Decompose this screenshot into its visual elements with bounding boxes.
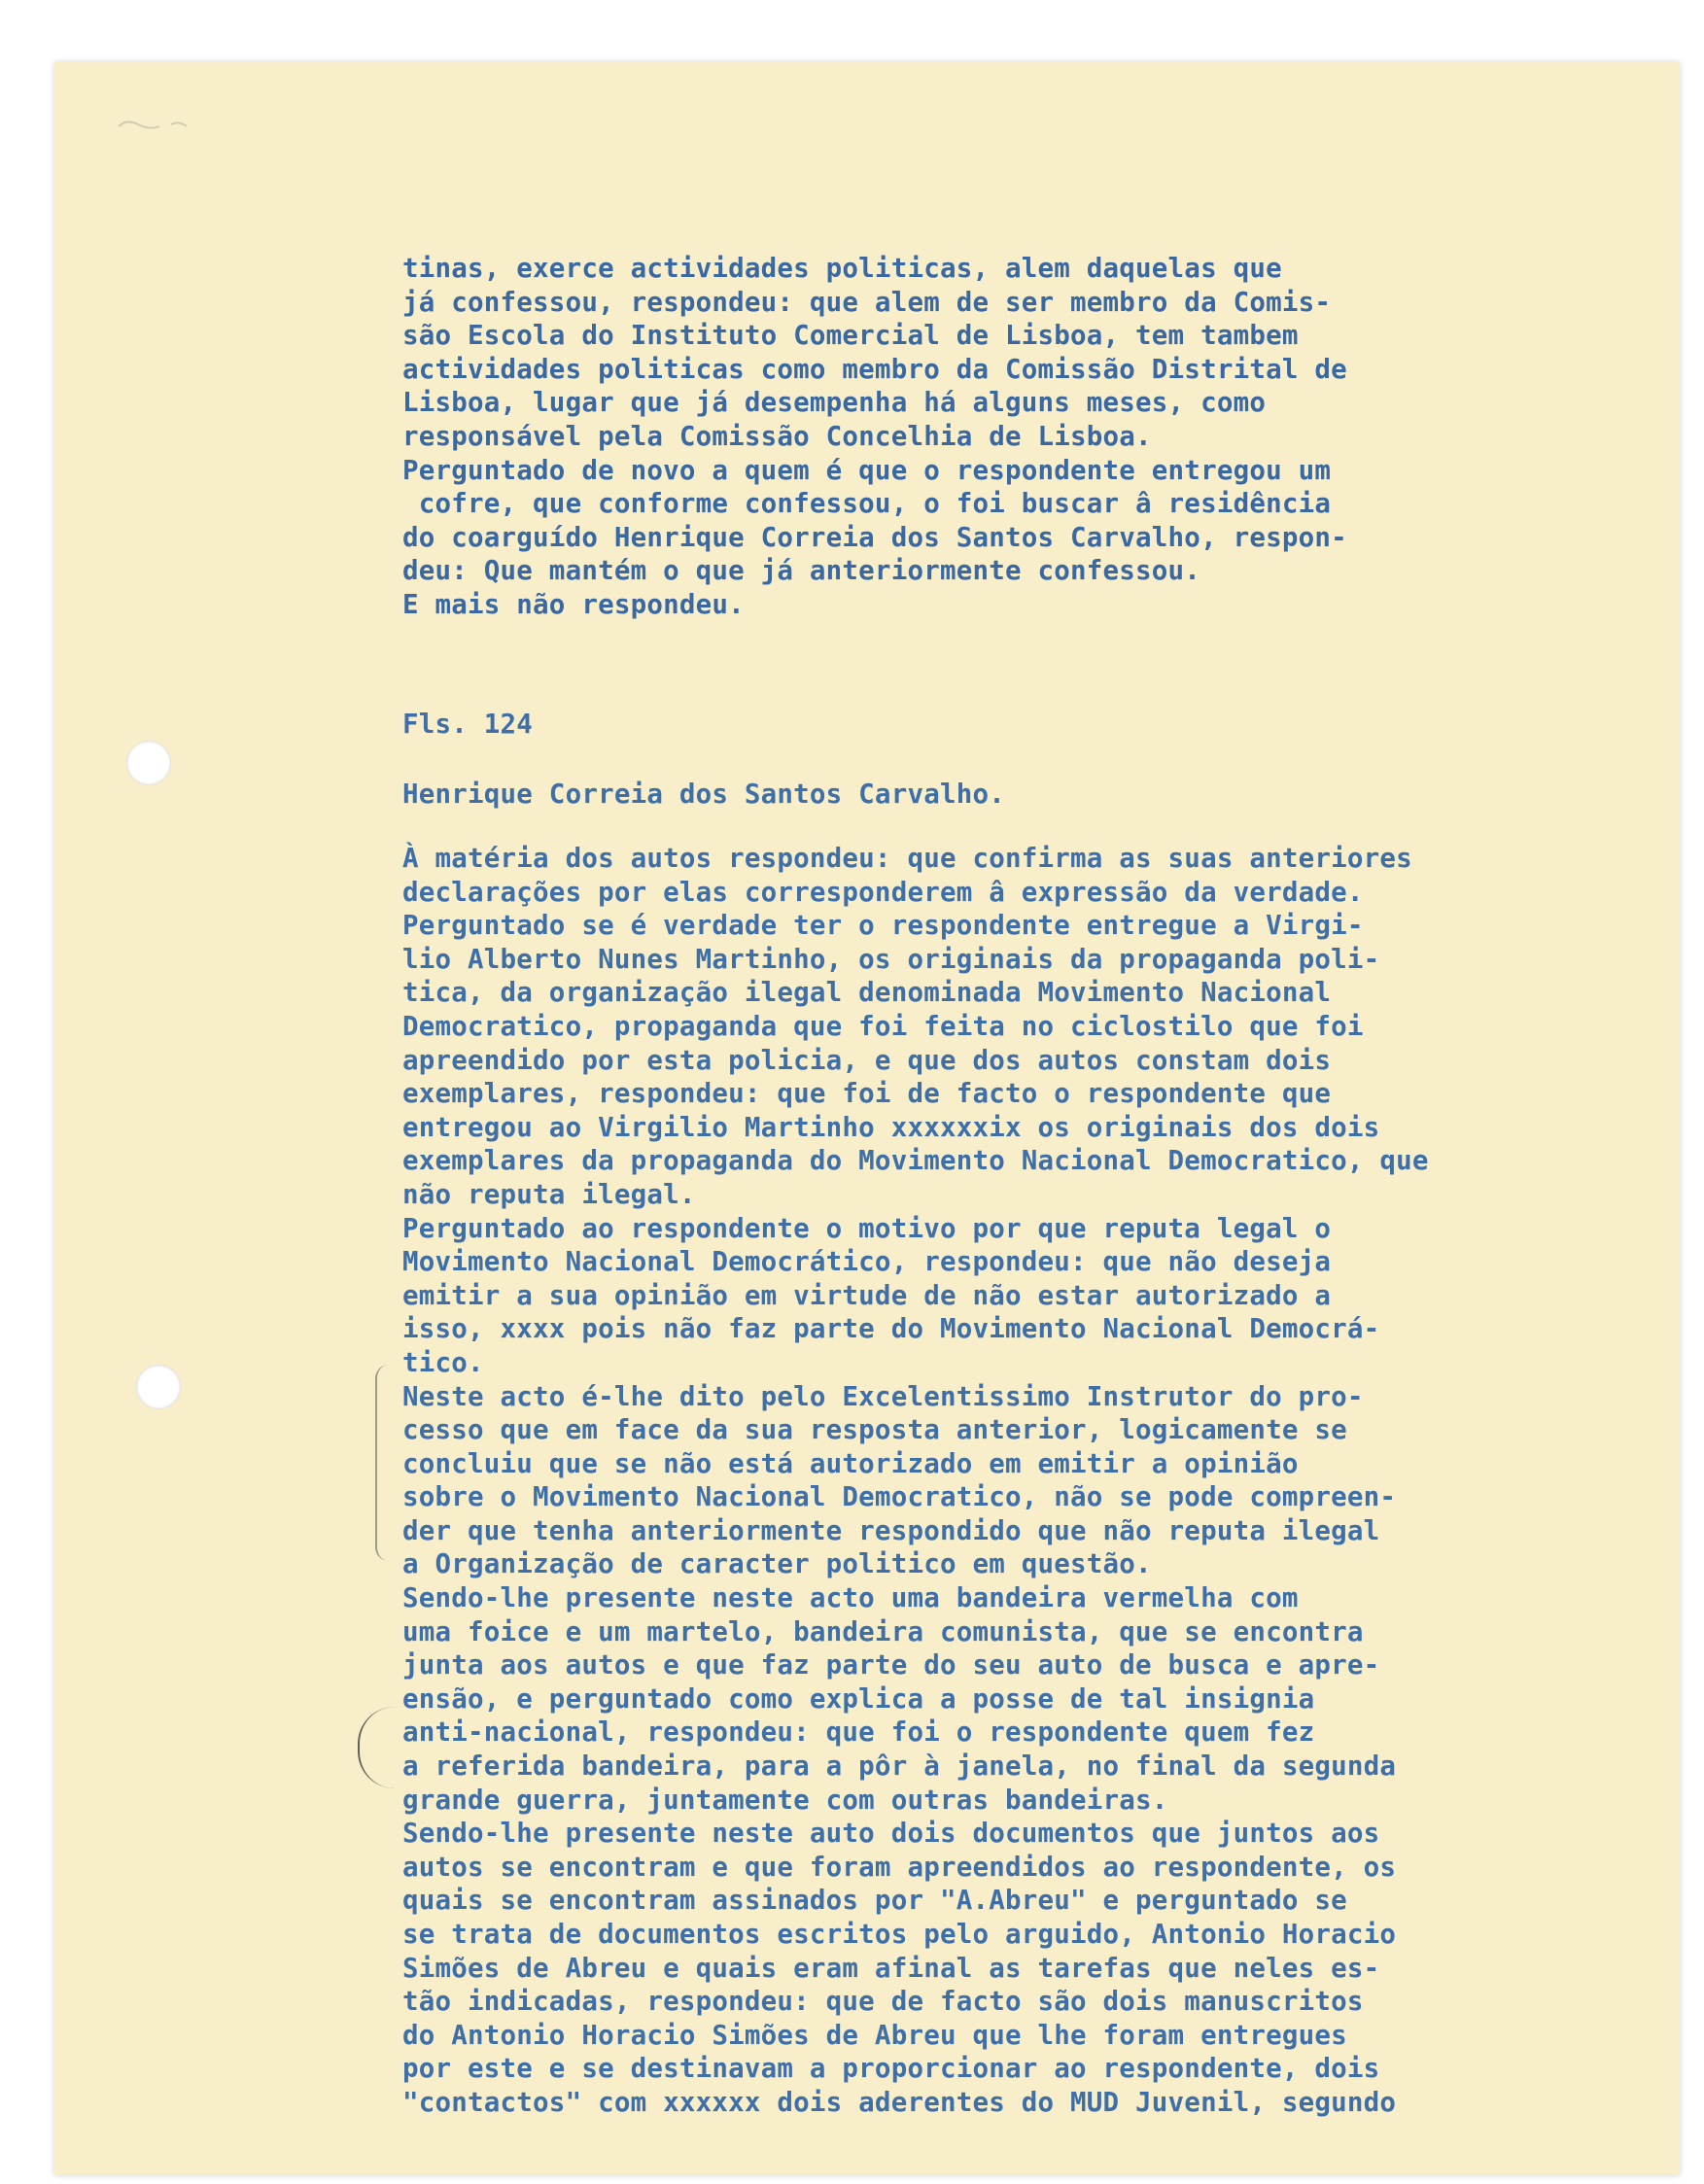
typed-line: concluiu que se não está autorizado em emitir a opinião [402,1447,1299,1479]
typed-line: exemplares, respondeu: que foi de facto o respondente que [402,1078,1332,1110]
typed-line: der que tenha anteriormente respondido que não reputa ilegal [402,1514,1380,1546]
respondent-name: Henrique Correia dos Santos Carvalho. [402,779,1005,810]
typed-line: actividades politicas como membro da Comissão Distrital de [402,353,1347,385]
typed-line: isso, xxxx pois não faz parte do Movimento Nacional Democrá- [402,1313,1380,1345]
typed-line: junta aos autos e que faz parte do seu auto de busca e apre- [402,1649,1380,1681]
typed-line: tão indicadas, respondeu: que de facto são dois manuscritos [402,1986,1364,2018]
typed-line: declarações por elas corresponderem â expressão da verdade. [402,876,1364,908]
typed-line: Perguntado ao respondente o motivo por que reputa legal o [402,1212,1332,1244]
typed-line: exemplares da propaganda do Movimento Nacional Democratico, que [402,1145,1429,1177]
typed-line: emitir a sua opinião em virtude de não estar autorizado a [402,1279,1332,1311]
typed-line: a Organização de caracter politico em questão. [402,1548,1152,1580]
typed-line: por este e se destinavam a proporcionar ao respondente, dois [402,2053,1380,2085]
punch-hole [126,741,171,785]
typed-line: são Escola do Instituto Comercial de Lisboa, tem tambem [402,320,1299,352]
typed-line: não reputa ilegal. [402,1178,696,1210]
typed-line: já confessou, respondeu: que alem de ser membro da Comis- [402,286,1332,318]
typed-line: uma foice e um martelo, bandeira comunista, que se encontra [402,1615,1364,1647]
typed-line: do Antonio Horacio Simões de Abreu que lhe foram entregues [402,2019,1347,2051]
typed-line: tica, da organização ilegal denominada Movimento Nacional [402,977,1332,1009]
typed-line: cesso que em face da sua resposta anterior, logicamente se [402,1414,1347,1446]
typed-line: do coarguído Henrique Correia dos Santos Carvalho, respon- [402,521,1347,553]
typed-line: autos se encontram e que foram apreendidos ao respondente, os [402,1851,1397,1883]
typed-line: deu: Que mantém o que já anteriormente confessou. [402,555,1201,587]
paragraph-continuation [402,252,1347,622]
typed-line: apreendido por esta policia, e que dos autos constam dois [402,1044,1332,1076]
typed-line: Simões de Abreu e quais eram afinal as tarefas que neles es- [402,1952,1380,1984]
typed-line: Lisboa, lugar que já desempenha há alguns meses, como [402,387,1267,419]
typed-line: À matéria dos autos respondeu: que confirma as suas anteriores [402,843,1412,874]
typed-line: responsável pela Comissão Concelhia de Lisboa. [402,420,1152,452]
typed-line: anti-nacional, respondeu: que foi o respondente quem fez [402,1716,1315,1749]
paper-smudge [117,115,204,136]
typed-line: Perguntado de novo a quem é que o respondente entregou um [402,454,1332,486]
typed-line: quais se encontram assinados por "A.Abreu" e perguntado se [402,1885,1347,1917]
typed-line: sobre o Movimento Nacional Democratico, não se pode compreen- [402,1481,1397,1513]
folio-number: Fls. 124 [402,709,534,740]
typed-line: Neste acto é-lhe dito pelo Excelentissimo Instrutor do pro- [402,1380,1364,1412]
punch-hole [136,1365,181,1409]
typed-line: E mais não respondeu. [402,588,745,620]
typed-line: Sendo-lhe presente neste acto uma bandeira vermelha com [402,1582,1299,1614]
margin-bracket-mark [375,1365,399,1561]
typed-line: Democratico, propaganda que foi feita no ciclostilo que foi [402,1010,1364,1042]
typed-line: tinas, exerce actividades politicas, alem daquelas que [402,253,1282,284]
typed-line: se trata de documentos escritos pelo arguido, Antonio Horacio [402,1919,1397,1950]
typed-line: grande guerra, juntamente com outras bandeiras. [402,1784,1168,1816]
typed-line: ensão, e perguntado como explica a posse de tal insignia [402,1682,1315,1715]
typed-line: Sendo-lhe presente neste auto dois documentos que juntos aos [402,1818,1380,1850]
typed-line: "contactos" com xxxxxx dois aderentes do MUD Juvenil, segundo [402,2086,1397,2118]
typed-line: Movimento Nacional Democrático, respondeu: que não deseja [402,1246,1332,1278]
testimony-body [402,842,1429,2120]
typed-line: Perguntado se é verdade ter o respondente entregue a Virgi- [402,910,1364,942]
typed-line: tico. [402,1346,484,1378]
typed-line: lio Alberto Nunes Martinho, os originais da propaganda poli- [402,943,1380,975]
typed-line: a referida bandeira, para a pôr à janela, no final da segunda [402,1751,1397,1783]
typed-line: cofre, que conforme confessou, o foi buscar â residência [402,488,1332,520]
typed-line: entregou ao Virgilio Martinho xxxxxxix os originais dos dois [402,1111,1380,1143]
